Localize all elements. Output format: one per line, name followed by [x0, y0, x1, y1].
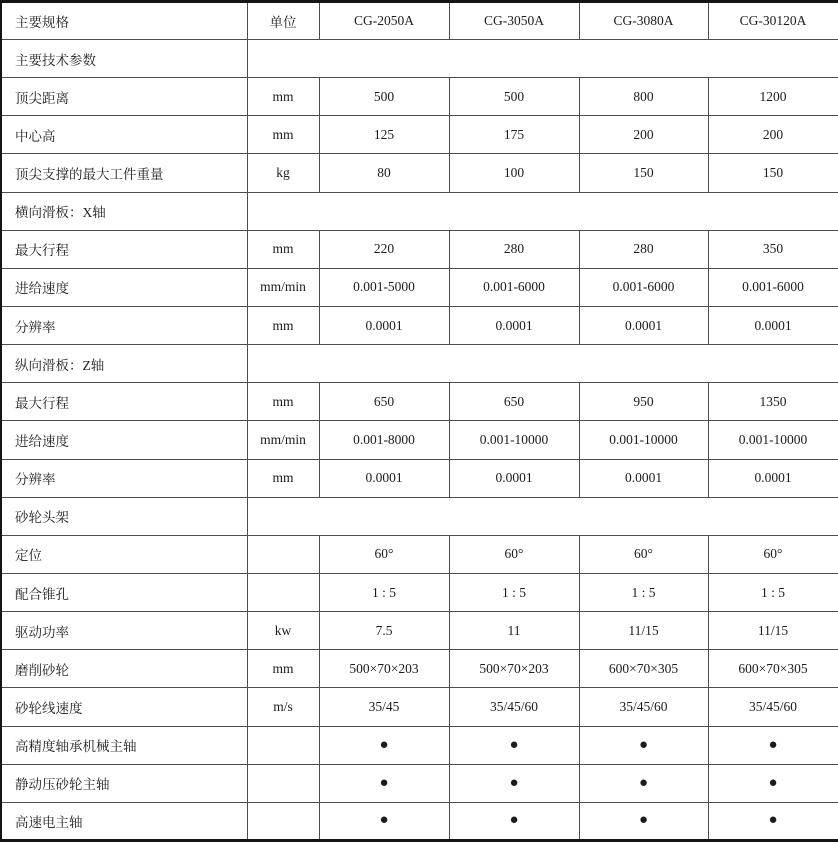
row-label: 分辨率: [1, 306, 247, 344]
value-cell: 200: [708, 116, 838, 154]
row-label: 顶尖距离: [1, 78, 247, 116]
feature-bullet-cell: ●: [319, 726, 449, 764]
value-cell: 650: [319, 383, 449, 421]
header-spec-label: 主要规格: [1, 2, 247, 40]
value-cell: 0.001-6000: [579, 268, 708, 306]
value-cell: 0.001-5000: [319, 268, 449, 306]
value-cell: 800: [579, 78, 708, 116]
value-cell: 150: [579, 154, 708, 192]
row-label: 横向滑板：X轴: [1, 192, 247, 230]
value-cell: 0.0001: [319, 306, 449, 344]
section-row: [1, 40, 838, 78]
feature-bullet-cell: ●: [708, 802, 838, 840]
unit-cell: [247, 802, 319, 840]
unit-cell: mm: [247, 383, 319, 421]
row-label: 最大行程: [1, 230, 247, 268]
spec-row: [1, 306, 838, 344]
value-cell: 0.0001: [708, 306, 838, 344]
section-row: [1, 345, 838, 383]
row-label: 高速电主轴: [1, 802, 247, 840]
value-cell: 280: [449, 230, 579, 268]
value-cell: 950: [579, 383, 708, 421]
header-model-cg3080a: CG-3080A: [579, 2, 708, 40]
value-cell: 0.0001: [579, 459, 708, 497]
value-cell: 500: [319, 78, 449, 116]
value-cell: 35/45/60: [708, 688, 838, 726]
row-label: 主要技术参数: [1, 40, 247, 78]
section-row: [1, 497, 838, 535]
feature-bullet-cell: ●: [449, 802, 579, 840]
header-row: [1, 2, 838, 40]
value-cell: 280: [579, 230, 708, 268]
spec-row: [1, 650, 838, 688]
spec-row: [1, 764, 838, 802]
value-cell: 350: [708, 230, 838, 268]
value-cell: 1350: [708, 383, 838, 421]
unit-cell: kw: [247, 612, 319, 650]
value-cell: 1200: [708, 78, 838, 116]
unit-cell: m/s: [247, 688, 319, 726]
spec-row: [1, 230, 838, 268]
feature-bullet-cell: ●: [708, 726, 838, 764]
feature-bullet-cell: ●: [579, 802, 708, 840]
row-label: 纵向滑板：Z轴: [1, 345, 247, 383]
feature-bullet-cell: ●: [319, 802, 449, 840]
spec-row: [1, 459, 838, 497]
header-unit-label: 单位: [247, 2, 319, 40]
row-label: 高精度轴承机械主轴: [1, 726, 247, 764]
spec-row: [1, 688, 838, 726]
value-cell: 200: [579, 116, 708, 154]
unit-cell: mm: [247, 650, 319, 688]
row-label: 定位: [1, 535, 247, 573]
spec-row: [1, 802, 838, 840]
unit-cell: mm: [247, 116, 319, 154]
unit-cell: kg: [247, 154, 319, 192]
row-label: 最大行程: [1, 383, 247, 421]
unit-cell: mm/min: [247, 268, 319, 306]
feature-bullet-cell: ●: [449, 764, 579, 802]
row-label: 顶尖支撑的最大工件重量: [1, 154, 247, 192]
value-cell: 0.001-10000: [708, 421, 838, 459]
unit-cell: [247, 573, 319, 611]
spec-row: [1, 383, 838, 421]
value-cell: 175: [449, 116, 579, 154]
feature-bullet-cell: ●: [579, 764, 708, 802]
unit-cell: [247, 764, 319, 802]
value-cell: 1 : 5: [708, 573, 838, 611]
value-cell: 60°: [708, 535, 838, 573]
value-cell: 1 : 5: [449, 573, 579, 611]
unit-cell: mm: [247, 306, 319, 344]
value-cell: 11: [449, 612, 579, 650]
value-cell: 60°: [449, 535, 579, 573]
spec-row: [1, 726, 838, 764]
row-label: 砂轮线速度: [1, 688, 247, 726]
section-span-cell: [247, 192, 838, 230]
section-row: [1, 192, 838, 230]
value-cell: 0.001-10000: [579, 421, 708, 459]
value-cell: 600×70×305: [579, 650, 708, 688]
header-model-cg30120a: CG-30120A: [708, 2, 838, 40]
value-cell: 0.0001: [579, 306, 708, 344]
unit-cell: mm: [247, 230, 319, 268]
section-span-cell: [247, 497, 838, 535]
value-cell: 1 : 5: [319, 573, 449, 611]
unit-cell: [247, 535, 319, 573]
value-cell: 600×70×305: [708, 650, 838, 688]
feature-bullet-cell: ●: [449, 726, 579, 764]
value-cell: 1 : 5: [579, 573, 708, 611]
row-label: 进给速度: [1, 268, 247, 306]
value-cell: 650: [449, 383, 579, 421]
row-label: 砂轮头架: [1, 497, 247, 535]
spec-row: [1, 268, 838, 306]
spec-row: [1, 116, 838, 154]
value-cell: 125: [319, 116, 449, 154]
section-span-cell: [247, 40, 838, 78]
value-cell: 11/15: [579, 612, 708, 650]
value-cell: 11/15: [708, 612, 838, 650]
unit-cell: mm/min: [247, 421, 319, 459]
value-cell: 0.0001: [708, 459, 838, 497]
value-cell: 60°: [579, 535, 708, 573]
row-label: 配合锥孔: [1, 573, 247, 611]
feature-bullet-cell: ●: [319, 764, 449, 802]
spec-table-body: [1, 40, 838, 841]
unit-cell: [247, 726, 319, 764]
value-cell: 150: [708, 154, 838, 192]
spec-row: [1, 78, 838, 116]
row-label: 磨削砂轮: [1, 650, 247, 688]
value-cell: 35/45/60: [449, 688, 579, 726]
unit-cell: mm: [247, 78, 319, 116]
value-cell: 0.001-10000: [449, 421, 579, 459]
spec-row: [1, 612, 838, 650]
value-cell: 0.0001: [319, 459, 449, 497]
value-cell: 60°: [319, 535, 449, 573]
value-cell: 0.0001: [449, 306, 579, 344]
row-label: 驱动功率: [1, 612, 247, 650]
row-label: 静动压砂轮主轴: [1, 764, 247, 802]
value-cell: 35/45: [319, 688, 449, 726]
value-cell: 100: [449, 154, 579, 192]
value-cell: 80: [319, 154, 449, 192]
value-cell: 500: [449, 78, 579, 116]
value-cell: 0.0001: [449, 459, 579, 497]
section-span-cell: [247, 345, 838, 383]
feature-bullet-cell: ●: [708, 764, 838, 802]
feature-bullet-cell: ●: [579, 726, 708, 764]
spec-row: [1, 421, 838, 459]
value-cell: 0.001-8000: [319, 421, 449, 459]
row-label: 进给速度: [1, 421, 247, 459]
value-cell: 7.5: [319, 612, 449, 650]
row-label: 分辨率: [1, 459, 247, 497]
header-model-cg2050a: CG-2050A: [319, 2, 449, 40]
value-cell: 500×70×203: [449, 650, 579, 688]
unit-cell: mm: [247, 459, 319, 497]
value-cell: 0.001-6000: [708, 268, 838, 306]
value-cell: 500×70×203: [319, 650, 449, 688]
spec-row: [1, 154, 838, 192]
header-model-cg3050a: CG-3050A: [449, 2, 579, 40]
value-cell: 0.001-6000: [449, 268, 579, 306]
spec-row: [1, 535, 838, 573]
value-cell: 35/45/60: [579, 688, 708, 726]
spec-row: [1, 573, 838, 611]
value-cell: 220: [319, 230, 449, 268]
row-label: 中心高: [1, 116, 247, 154]
